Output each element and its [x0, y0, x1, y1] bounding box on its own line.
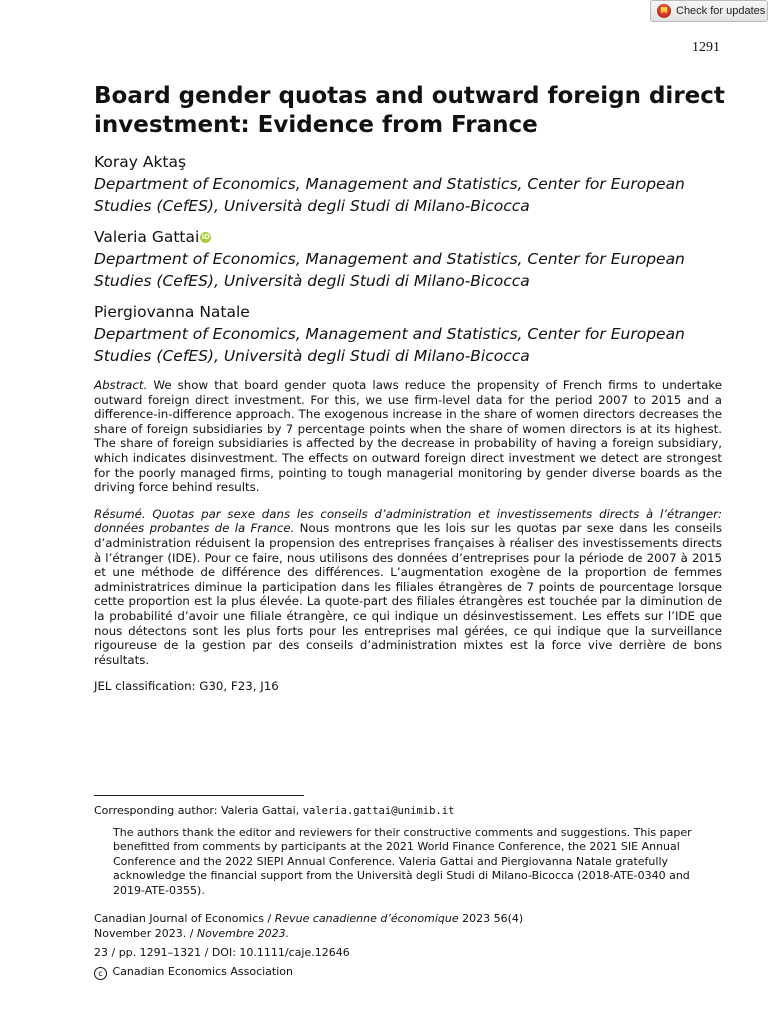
journal-date-en: November 2023. /	[94, 927, 194, 940]
copyright-text: Canadian Economics Association	[112, 965, 293, 978]
abstract-section	[94, 378, 722, 706]
abstract-label: Abstract.	[94, 378, 148, 392]
journal-info	[94, 911, 714, 980]
journal-date-row	[94, 926, 714, 941]
check-for-updates-button[interactable]	[650, 0, 768, 22]
author-name-row	[94, 227, 714, 248]
corresponding-author	[94, 804, 710, 819]
journal-volume: 2023 56(4)	[462, 912, 524, 925]
copyright-row	[94, 964, 714, 980]
author-email-link[interactable]: valeria.gattai@unimib.it	[302, 805, 455, 817]
footnotes	[94, 804, 710, 898]
copyright-icon: c	[94, 967, 107, 980]
author-affiliation: Department of Economics, Management and Statistics, Center for European Studies (CefES), Università degli Studi di Milano-Bicocca	[94, 175, 685, 215]
author-entry	[94, 302, 714, 367]
abstract-paragraph	[94, 378, 722, 495]
author-affiliation: Department of Economics, Management and Statistics, Center for European Studies (CefES), Università degli Studi di Milano-Bicocca	[94, 325, 685, 365]
journal-name-en: Canadian Journal of Economics /	[94, 912, 272, 925]
author-affiliation: Department of Economics, Management and Statistics, Center for European Studies (CefES), Università degli Studi di Milano-Bicocca	[94, 250, 685, 290]
author-entry	[94, 227, 714, 292]
resume-paragraph	[94, 507, 722, 668]
resume-text: Nous montrons que les lois sur les quotas par sexe dans les conseils d’administration réduisent la propension des entreprises françaises à réaliser des investissements directs à l’étranger (IDE). Pour ce faire, nous utilisons des données d’entreprises pour la période de 2007 à 2015 et une méthode de différence des différences. L’augmentation exogène de la proportion de femmes administratrices diminue la participation dans les filiales étrangères de 7 points de pourcentage lorsque cette proportion est la plus élevée. La quote-part des filiales étrangères est touchée par la diminution de la probabilité d’avoir une filiale étrangère, ce qui indique un désinvestissement. Les effets sur l’IDE que nous détectons sont les plus forts pour les entreprises mal gérées, ce qui indique que la surveillance rigoureuse de la gestion par des conseils d’administration mixtes est la force vive derrière de bons résultats.	[94, 521, 722, 667]
crossmark-icon	[657, 4, 671, 18]
journal-name-row	[94, 911, 714, 926]
author-entry	[94, 152, 714, 217]
resume-label: Résumé. Quotas par sexe dans les conseils d’administration et investissements directs à l’étranger: données probantes de la France.	[94, 506, 722, 536]
page-number: 1291	[692, 40, 720, 55]
author-list	[94, 152, 714, 373]
journal-name-fr: Revue canadienne d’économique	[274, 912, 459, 925]
paper-title: Board gender quotas and outward foreign direct investment: Evidence from France	[94, 83, 725, 138]
acknowledgement: The authors thank the editor and reviewers for their constructive comments and suggestions. This paper benefitted from comments by participants at the 2021 World Finance Conference, the 2021 SIE Annual Conference and the 2022 SIEPI Annual Conference. Valeria Gattai and Piergiovanna Natale gratefully acknowledge the financial support from the Università degli Studi di Milano-Bicocca (2018-ATE-0340 and 2019-ATE-0355).	[113, 825, 692, 897]
corresponding-author-label: Corresponding author: Valeria Gattai,	[94, 804, 300, 817]
author-name: Piergiovanna Natale	[94, 303, 250, 321]
footnote-divider	[94, 795, 304, 796]
abstract-text: We show that board gender quota laws reduce the propensity of French firms to undertake outward foreign direct investment. For this, we use firm-level data for the period 2007 to 2015 and a difference-in-difference approach. The exogenous increase in the share of women directors decreases the share of foreign subsidiaries by 7 percentage points when the share of women directors is at its highest. The share of foreign subsidiaries is affected by the decrease in probability of having a foreign subsidiary, which indicates disinvestment. The effects on outward foreign direct investment we detect are strongest for the poorly managed firms, pointing to tough managerial monitoring by gender diverse boards as the driving force behind results.	[94, 378, 723, 495]
author-name: Koray Aktaş	[94, 153, 187, 171]
pages-doi: 23 / pp. 1291–1321 / DOI: 10.1111/caje.12646	[94, 946, 350, 959]
orcid-icon[interactable]: iD	[201, 233, 210, 241]
jel-classification: JEL classification: G30, F23, J16	[94, 679, 279, 694]
check-for-updates-label: Check for updates	[676, 5, 766, 17]
author-name: Valeria Gattai	[94, 228, 200, 246]
journal-date-fr: Novembre 2023.	[196, 927, 290, 940]
